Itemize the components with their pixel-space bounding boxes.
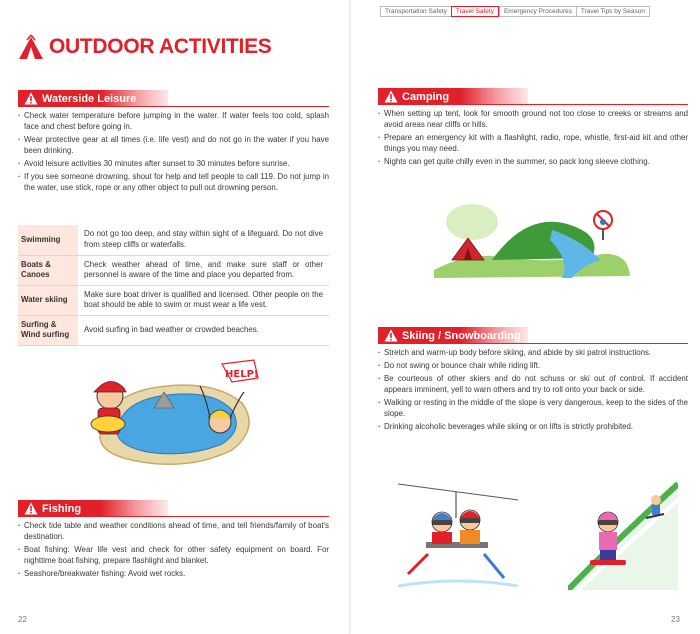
- section-title-skiing: Skiing / Snowboarding: [402, 329, 521, 342]
- section-header-waterside-leisure: [18, 90, 168, 107]
- page-gutter: [349, 0, 351, 634]
- activity-tip: Make sure boat driver is qualified and licensed. Other people on the boat should be able to swim or must wear a life vest.: [78, 285, 329, 315]
- section-rule: [18, 516, 329, 517]
- section-rule: [378, 104, 688, 105]
- section-header-skiing-snowboarding: [378, 327, 528, 344]
- list-item: · Do not swing or bounce chair while riding lift.: [378, 360, 688, 371]
- list-item: · Walking or resting in the middle of the slope is very dangerous, keep to the sides of the slope.: [378, 397, 688, 419]
- fishing-bullets: [18, 520, 329, 581]
- section-header-fishing: [18, 500, 168, 517]
- activity-name: Surfing & Wind surfing: [18, 315, 78, 345]
- warning-icon: [384, 90, 398, 103]
- warning-icon: [24, 92, 38, 105]
- activity-tip: Check weather ahead of time, and make sure staff or other personnel is aware of the time and place you departed from.: [78, 255, 329, 285]
- list-item: · Stretch and warm-up body before skiing, and abide by ski patrol instructions.: [378, 347, 688, 358]
- help-speech-text: HELP!: [225, 369, 259, 380]
- nav-tab-emergency-procedures[interactable]: Emergency Procedures: [499, 6, 576, 17]
- section-title-camping: Camping: [402, 90, 450, 103]
- list-item: · Check tide table and weather conditions ahead of time, and tell friends/family of boat's destination.: [18, 520, 329, 542]
- page-title: [18, 34, 272, 60]
- list-item: · Check water temperature before jumping in the water. If water feels too cold, splash face and chest before going in.: [18, 110, 329, 132]
- list-item: · Wear protective gear at all times (i.e. life vest) and do not go in the water if you have been drinking.: [18, 134, 329, 156]
- section-title-fishing: Fishing: [42, 502, 82, 515]
- nav-tab-transportation-safety[interactable]: Transportation Safety: [380, 6, 451, 17]
- list-item: · Be courteous of other skiers and do not schuss or ski out of control. If accident appears imminent, yell to warn others and try to roll onto your back or side.: [378, 373, 688, 395]
- section-rule: [378, 343, 688, 344]
- swimming-rescue-illustration: [82, 358, 262, 473]
- tent-icon: [18, 34, 44, 60]
- camping-illustration: [432, 200, 632, 285]
- activity-tip: Avoid surfing in bad weather or crowded beaches.: [78, 315, 329, 345]
- table-row: [18, 225, 329, 255]
- warning-icon: [24, 502, 38, 515]
- activity-name: Boats & Canoes: [18, 255, 78, 285]
- nav-tab-travel-safety[interactable]: Travel Safety: [451, 6, 499, 17]
- camping-bullets: [378, 108, 688, 169]
- ski-lift-illustration: [398, 478, 518, 590]
- snowboarding-illustration: [568, 478, 678, 590]
- table-row: [18, 285, 329, 315]
- list-item: · Nights can get quite chilly even in the summer, so pack long sleeve clothing.: [378, 156, 688, 167]
- section-header-camping: [378, 88, 528, 105]
- page-number-left: 22: [18, 615, 27, 624]
- list-item: · Avoid leisure activities 30 minutes after sunset to 30 minutes before sunrise.: [18, 158, 329, 169]
- activity-name: Swimming: [18, 225, 78, 255]
- activity-tip: Do not go too deep, and stay within sight of a lifeguard. Do not dive from steep cliffs or waterfalls.: [78, 225, 329, 255]
- section-nav: [380, 6, 650, 17]
- waterside-bullets: [18, 110, 329, 195]
- list-item: · Seashore/breakwater fishing: Avoid wet rocks.: [18, 568, 329, 579]
- waterside-activity-table: [18, 225, 329, 346]
- list-item: · Boat fishing: Wear life vest and check for other safety equipment on board. For nighttime boat fishing, prepare flashlight and blanket.: [18, 544, 329, 566]
- table-row: [18, 315, 329, 345]
- table-row: [18, 255, 329, 285]
- page-number-right: 23: [671, 615, 680, 624]
- nav-tab-travel-tips-by-season[interactable]: Travel Tips by Season: [576, 6, 650, 17]
- page-title-text: OUTDOOR ACTIVITIES: [49, 35, 272, 58]
- list-item: · When setting up tent, look for smooth ground not too close to creeks or streams and avoid areas near cliffs or hills.: [378, 108, 688, 130]
- skiing-bullets: [378, 347, 688, 433]
- list-item: · Prepare an emergency kit with a flashlight, radio, rope, whistle, first-aid kit and other things you may need.: [378, 132, 688, 154]
- activity-name: Water skiing: [18, 285, 78, 315]
- list-item: · Drinking alcoholic beverages while skiing or on lifts is strictly prohibited.: [378, 421, 688, 432]
- section-rule: [18, 106, 329, 107]
- section-title-waterside: Waterside Leisure: [42, 92, 137, 105]
- warning-icon: [384, 329, 398, 342]
- list-item: · If you see someone drowning, shout for help and tell people to call 119. Do not jump in the water, use stick, rope or any other object to pull out drowning person.: [18, 171, 329, 193]
